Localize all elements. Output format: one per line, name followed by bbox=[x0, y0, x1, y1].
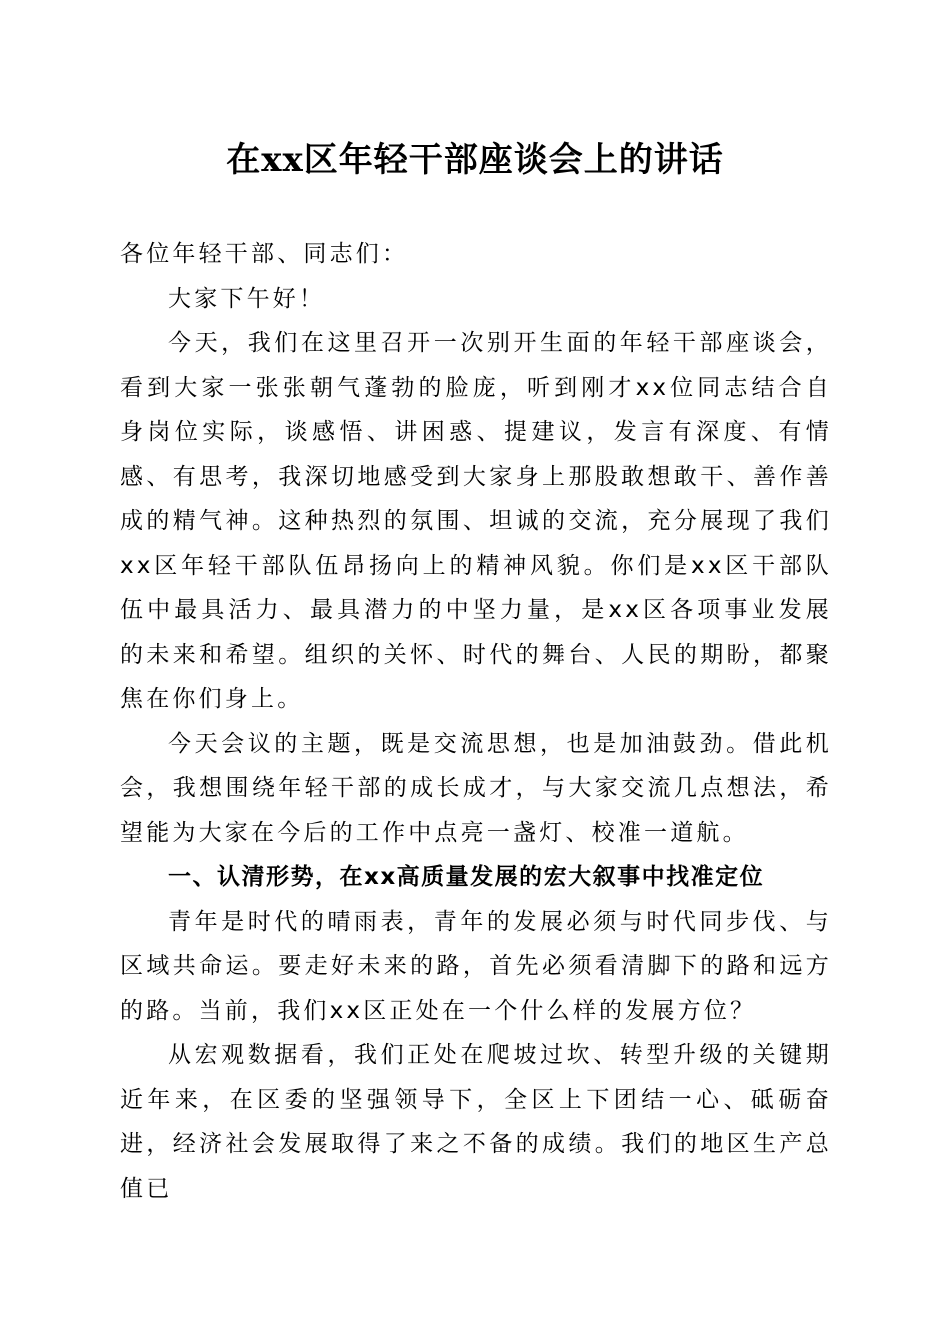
greeting: 大家下午好！ bbox=[168, 285, 326, 312]
paragraph-theme: 今天会议的主题，既是交流思想，也是加油鼓劲。借此机会，我想围绕年轻干部的成长成才，与大家交流几点想法，希望能为大家在今后的工作中点亮一盏灯、校准一道航。 bbox=[120, 730, 832, 846]
salutation: 各位年轻干部、同志们： bbox=[120, 241, 409, 267]
document-body bbox=[120, 232, 832, 1211]
paragraph-opening: 今天，我们在这里召开一次别开生面的年轻干部座谈会，看到大家一张张朝气蓬勃的脸庞，听到刚才xx位同志结合自身岗位实际，谈感悟、讲困惑、提建议，发言有深度、有情感、有思考，我深切地感受到大家身上那股敢想敢干、善作善成的精气神。这种热烈的氛围、坦诚的交流，充分展现了我们xx区年轻干部队伍昂扬向上的精神风貌。你们是xx区干部队伍中最具活力、最具潜力的中坚力量，是xx区各项事业发展的未来和希望。组织的关怀、时代的舞台、人民的期盼，都聚焦在你们身上。 bbox=[120, 330, 832, 712]
document-title: 在xx区年轻干部座谈会上的讲话 bbox=[226, 140, 724, 180]
section-heading: 一、认清形势，在xx高质量发展的宏大叙事中找准定位 bbox=[168, 864, 765, 890]
paragraph-section-data: 从宏观数据看，我们正处在爬坡过坎、转型升级的关键期近年来，在区委的坚强领导下，全区上下团结一心、砥砺奋进，经济社会发展取得了来之不备的成绩。我们的地区生产总值已 bbox=[120, 1042, 832, 1202]
paragraph-section-intro: 青年是时代的晴雨表，青年的发展必须与时代同步伐、与区域共命运。要走好未来的路，首先必须看清脚下的路和远方的路。当前，我们xx区正处在一个什么样的发展方位？ bbox=[120, 908, 832, 1024]
